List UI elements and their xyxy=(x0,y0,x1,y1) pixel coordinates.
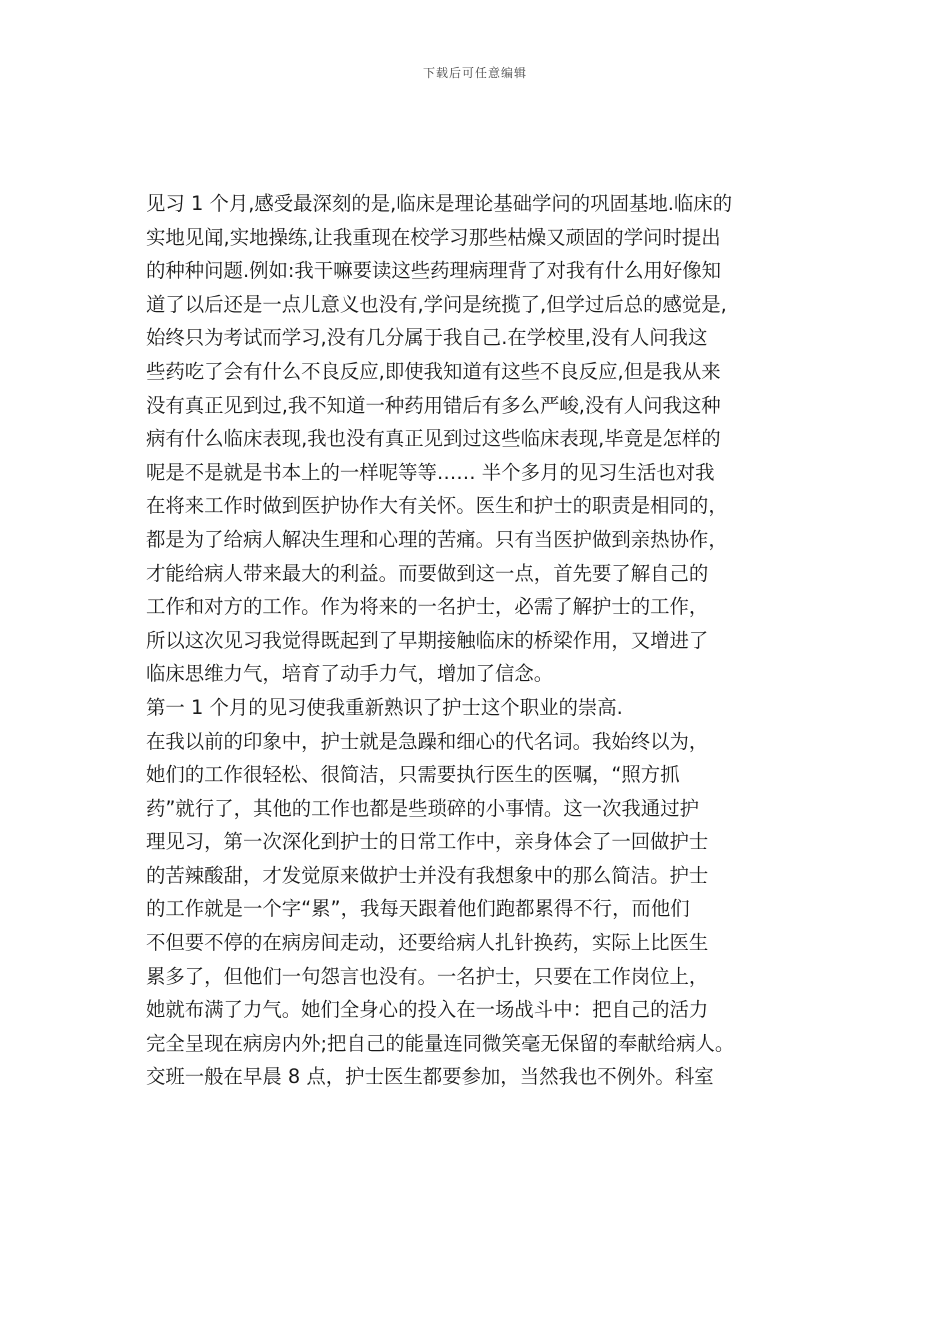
text-line: 病有什么临床表现,我也没有真正见到过这些临床表现,毕竟是怎样的 xyxy=(146,427,721,451)
text-line: 没有真正见到过,我不知道一种药用错后有多么严峻,没有人问我这种 xyxy=(146,393,721,417)
text-line: 交班一般在早晨 8 点，护士医生都要参加，当然我也不例外。科室 xyxy=(146,1065,714,1089)
text-line: 都是为了给病人解决生理和心理的苦痛。只有当医护做到亲热协作， xyxy=(146,527,728,551)
text-line: 完全呈现在病房内外;把自己的能量连同微笑毫无保留的奉献给病人。 xyxy=(146,1031,735,1055)
text-line: 所以这次见习我觉得既起到了早期接触临床的桥梁作用，又增进了 xyxy=(146,628,709,652)
text-line: 的苦辣酸甜，才发觉原来做护士并没有我想象中的那么简洁。护士 xyxy=(146,863,709,887)
text-line: 些药吃了会有什么不良反应,即使我知道有这些不良反应,但是我从来 xyxy=(146,359,721,383)
text-line: 工作和对方的工作。作为将来的一名护士，必需了解护士的工作， xyxy=(146,595,709,619)
text-line: 她们的工作很轻松、很简洁，只需要执行医生的医嘱，“照方抓 xyxy=(146,763,680,787)
text-line: 见习 1 个月,感受最深刻的是,临床是理论基础学问的巩固基地.临床的 xyxy=(146,192,733,215)
text-line: 不但要不停的在病房间走动，还要给病人扎针换药，实际上比医生 xyxy=(146,931,709,955)
text-line: 始终只为考试而学习,没有几分属于我自己.在学校里,没有人问我这 xyxy=(146,326,708,350)
text-line: 累多了，但他们一句怨言也没有。一名护士，只要在工作岗位上， xyxy=(146,964,709,988)
text-line: 呢是不是就是书本上的一样呢等等…… 半个多月的见习生活也对我 xyxy=(146,460,715,484)
text-line: 道了以后还是一点儿意义也没有,学问是统揽了,但学过后总的感觉是, xyxy=(146,292,727,316)
text-line: 才能给病人带来最大的利益。而要做到这一点，首先要了解自己的 xyxy=(146,561,709,585)
text-line: 实地见闻,实地操练,让我重现在校学习那些枯燥又顽固的学问时提出 xyxy=(146,225,721,249)
text-line: 她就布满了力气。她们全身心的投入在一场战斗中：把自己的活力 xyxy=(146,998,709,1022)
text-line: 临床思维力气，培育了动手力气，增加了信念。 xyxy=(146,662,554,686)
text-line: 药”就行了，其他的工作也都是些琐碎的小事情。这一次我通过护 xyxy=(146,796,699,820)
text-line: 的种种问题.例如:我干嘛要读这些药理病理背了对我有什么用好像知 xyxy=(146,259,722,283)
text-line: 在将来工作时做到医护协作大有关怀。医生和护士的职责是相同的， xyxy=(146,494,728,518)
header-note: 下载后可任意编辑 xyxy=(422,66,527,80)
text-line: 理见习，第一次深化到护士的日常工作中，亲身体会了一回做护士 xyxy=(146,830,709,854)
text-line: 的工作就是一个字“累”，我每天跟着他们跑都累得不行，而他们 xyxy=(146,897,690,921)
text-line: 在我以前的印象中，护士就是急躁和细心的代名词。我始终以为， xyxy=(146,729,709,753)
text-line: 第一 1 个月的见习使我重新熟识了护士这个职业的崇高. xyxy=(146,695,623,719)
document-body xyxy=(146,187,812,1094)
